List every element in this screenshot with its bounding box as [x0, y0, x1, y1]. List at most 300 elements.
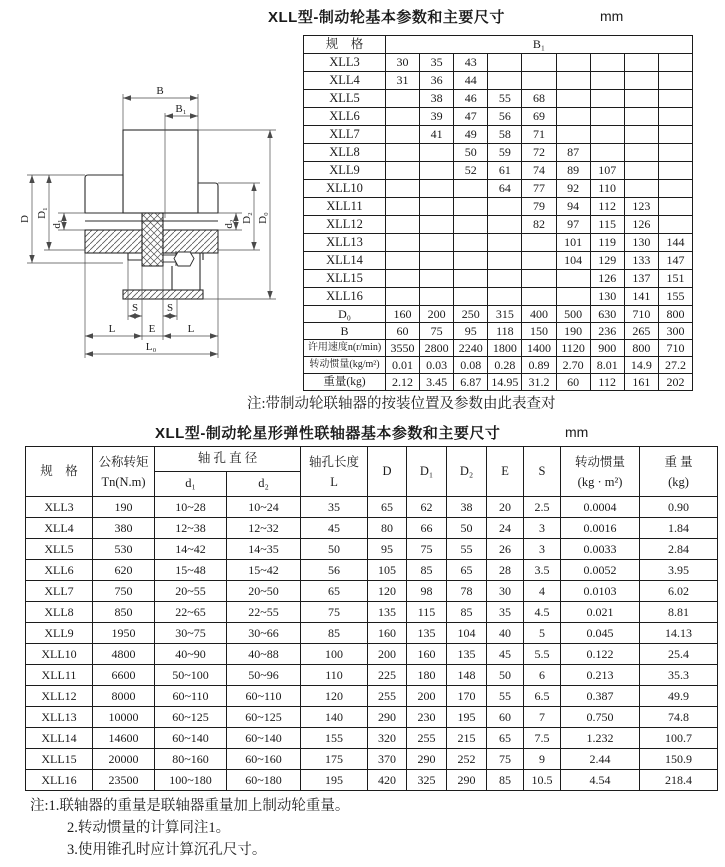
torque-cell: 620 — [93, 560, 155, 581]
value-cell: 75 — [420, 323, 454, 340]
b1-value-cell: 89 — [556, 162, 590, 180]
elastomer-spider — [142, 213, 163, 266]
b1-value-cell — [420, 162, 454, 180]
b1-value-cell — [522, 54, 556, 72]
D-cell: 420 — [368, 770, 407, 791]
weight-cell: 8.81 — [640, 602, 718, 623]
b1-value-cell — [590, 108, 624, 126]
b1-value-cell — [386, 234, 420, 252]
value-cell: 2.12 — [386, 374, 420, 391]
b1-value-cell: 92 — [556, 180, 590, 198]
b1-value-cell — [488, 216, 522, 234]
b1-value-cell: 43 — [454, 54, 488, 72]
value-cell: 800 — [658, 306, 692, 323]
E-cell: 28 — [487, 560, 524, 581]
b1-value-cell — [488, 252, 522, 270]
weight-cell: 25.4 — [640, 644, 718, 665]
b1-value-cell — [386, 270, 420, 288]
value-cell: 500 — [556, 306, 590, 323]
d1-range-cell: 30~75 — [155, 623, 227, 644]
bore-length-cell: 110 — [301, 665, 368, 686]
b1-value-cell: 69 — [522, 108, 556, 126]
col-header-d1: d₁ — [155, 472, 227, 497]
b1-value-cell — [420, 198, 454, 216]
value-cell: 118 — [488, 323, 522, 340]
b1-value-cell: 71 — [522, 126, 556, 144]
coupling-section-drawing — [0, 58, 302, 403]
S-cell: 7.5 — [524, 728, 561, 749]
bore-length-cell: 65 — [301, 581, 368, 602]
value-cell: 630 — [590, 306, 624, 323]
b1-value-cell — [488, 270, 522, 288]
b1-value-cell — [522, 270, 556, 288]
b1-value-cell — [624, 144, 658, 162]
value-cell: 161 — [624, 374, 658, 391]
inertia-cell: 0.122 — [561, 644, 640, 665]
table-row — [26, 770, 718, 791]
weight-cell: 49.9 — [640, 686, 718, 707]
b1-value-cell — [386, 198, 420, 216]
inertia-cell: 0.0004 — [561, 497, 640, 518]
table-row — [304, 90, 693, 108]
bore-length-cell: 75 — [301, 602, 368, 623]
b1-value-cell — [556, 72, 590, 90]
b1-value-cell: 137 — [624, 270, 658, 288]
S-cell: 5.5 — [524, 644, 561, 665]
d2-range-cell: 10~24 — [227, 497, 301, 518]
b1-value-cell: 141 — [624, 288, 658, 306]
value-cell: 200 — [420, 306, 454, 323]
table-row — [304, 198, 693, 216]
b1-value-cell — [420, 144, 454, 162]
value-cell: 60 — [556, 374, 590, 391]
value-cell: 2800 — [420, 340, 454, 357]
spec-cell: XLL10 — [26, 644, 93, 665]
coupling-table — [25, 446, 718, 791]
spec-cell: XLL16 — [304, 288, 386, 306]
b1-value-cell — [658, 198, 692, 216]
D1-cell: 62 — [407, 497, 447, 518]
value-cell: 160 — [386, 306, 420, 323]
b1-value-cell — [590, 144, 624, 162]
table-footer-row — [304, 357, 693, 374]
D2-cell: 215 — [447, 728, 487, 749]
hub-flange-left — [85, 175, 123, 213]
table-row — [304, 144, 693, 162]
D-cell: 290 — [368, 707, 407, 728]
spec-cell: XLL3 — [26, 497, 93, 518]
col-header-S: S — [524, 447, 561, 497]
table-footer-row — [304, 374, 693, 391]
b1-value-cell — [386, 162, 420, 180]
dim-label-l0: L₀ — [145, 341, 157, 353]
b1-value-cell: 130 — [590, 288, 624, 306]
table-row — [304, 216, 693, 234]
D2-cell: 78 — [447, 581, 487, 602]
spec-cell: XLL11 — [26, 665, 93, 686]
bore-length-cell: 100 — [301, 644, 368, 665]
value-cell: 14.9 — [624, 357, 658, 374]
bore-length-cell: 195 — [301, 770, 368, 791]
torque-cell: 4800 — [93, 644, 155, 665]
b1-value-cell: 31 — [386, 72, 420, 90]
D1-cell: 66 — [407, 518, 447, 539]
dim-label-b1: B₁ — [175, 103, 187, 115]
b1-value-cell — [420, 180, 454, 198]
d2-range-cell: 60~140 — [227, 728, 301, 749]
b1-value-cell — [658, 90, 692, 108]
D1-cell: 160 — [407, 644, 447, 665]
D2-cell: 135 — [447, 644, 487, 665]
inertia-cell: 0.0016 — [561, 518, 640, 539]
b1-value-cell: 39 — [420, 108, 454, 126]
b1-value-cell: 119 — [590, 234, 624, 252]
weight-cell: 35.3 — [640, 665, 718, 686]
b1-value-cell: 58 — [488, 126, 522, 144]
D1-cell: 200 — [407, 686, 447, 707]
table1-title: XLL型-制动轮基本参数和主要尺寸 — [268, 9, 505, 26]
spec-cell: XLL4 — [304, 72, 386, 90]
table-row — [26, 539, 718, 560]
b1-value-cell — [556, 108, 590, 126]
b1-value-cell — [658, 108, 692, 126]
D-cell: 370 — [368, 749, 407, 770]
spec-cell: XLL15 — [304, 270, 386, 288]
weight-cell: 150.9 — [640, 749, 718, 770]
b1-value-cell — [556, 126, 590, 144]
table-row — [26, 581, 718, 602]
weight-cell: 74.8 — [640, 707, 718, 728]
weight-column-header — [640, 447, 718, 497]
table-row — [26, 602, 718, 623]
value-cell: 710 — [624, 306, 658, 323]
torque-cell: 850 — [93, 602, 155, 623]
E-cell: 40 — [487, 623, 524, 644]
value-cell: 31.2 — [522, 374, 556, 391]
weight-header-line1: 重 量 — [664, 454, 693, 469]
inertia-cell: 4.54 — [561, 770, 640, 791]
table1-unit: mm — [600, 8, 624, 24]
S-cell: 6 — [524, 665, 561, 686]
D1-cell: 325 — [407, 770, 447, 791]
bore-length-cell: 45 — [301, 518, 368, 539]
table-footer-row — [304, 340, 693, 357]
b1-value-cell: 107 — [590, 162, 624, 180]
table2-title: XLL型-制动轮星形弹性联轴器基本参数和主要尺寸 — [155, 425, 501, 442]
S-cell: 6.5 — [524, 686, 561, 707]
b1-value-cell — [522, 252, 556, 270]
dim-label-e: E — [148, 323, 156, 335]
spec-cell: XLL16 — [26, 770, 93, 791]
S-cell: 3 — [524, 518, 561, 539]
D1-cell: 85 — [407, 560, 447, 581]
hub-flange-right — [198, 183, 218, 213]
b1-value-cell — [386, 108, 420, 126]
value-cell: 60 — [386, 323, 420, 340]
table-row — [26, 686, 718, 707]
b1-value-cell — [454, 252, 488, 270]
torque-cell: 8000 — [93, 686, 155, 707]
hub-section-left — [85, 230, 142, 253]
b1-value-cell — [420, 288, 454, 306]
bore-length-cell: 35 — [301, 497, 368, 518]
col-header-D2: D₂ — [447, 447, 487, 497]
b1-value-cell — [386, 144, 420, 162]
b1-value-cell — [454, 198, 488, 216]
D1-cell: 180 — [407, 665, 447, 686]
inertia-header-line2: (kg · m²) — [577, 474, 623, 489]
table-row — [304, 108, 693, 126]
b1-value-cell — [624, 126, 658, 144]
D2-cell: 195 — [447, 707, 487, 728]
E-cell: 20 — [487, 497, 524, 518]
torque-cell: 10000 — [93, 707, 155, 728]
b1-value-cell — [386, 126, 420, 144]
torque-cell: 14600 — [93, 728, 155, 749]
brake-wheel-outline — [123, 130, 198, 213]
bore-length-line2: L — [330, 474, 338, 489]
b1-value-cell — [624, 180, 658, 198]
b1-value-cell — [454, 234, 488, 252]
b1-value-cell: 110 — [590, 180, 624, 198]
dim-label-d-cap: D — [19, 215, 31, 223]
table-row — [26, 707, 718, 728]
b1-value-cell — [658, 144, 692, 162]
D-cell: 160 — [368, 623, 407, 644]
d1-range-cell: 10~28 — [155, 497, 227, 518]
b1-value-cell — [556, 288, 590, 306]
b1-value-cell — [420, 216, 454, 234]
table-footer-row — [304, 306, 693, 323]
value-cell: 95 — [454, 323, 488, 340]
d1-range-cell: 15~48 — [155, 560, 227, 581]
b1-value-cell — [386, 252, 420, 270]
value-cell: 710 — [658, 340, 692, 357]
weight-cell: 1.84 — [640, 518, 718, 539]
D2-cell: 85 — [447, 602, 487, 623]
footnote-2: 2.转动惯量的计算同注1。 — [67, 820, 231, 836]
E-cell: 85 — [487, 770, 524, 791]
D-cell: 95 — [368, 539, 407, 560]
torque-cell: 190 — [93, 497, 155, 518]
b1-value-cell — [624, 108, 658, 126]
b1-value-cell — [522, 288, 556, 306]
d2-range-cell: 22~55 — [227, 602, 301, 623]
value-cell: 315 — [488, 306, 522, 323]
b1-value-cell: 123 — [624, 198, 658, 216]
D2-cell: 104 — [447, 623, 487, 644]
inertia-column-header — [561, 447, 640, 497]
b1-value-cell: 30 — [386, 54, 420, 72]
b1-value-cell — [658, 180, 692, 198]
D-cell: 135 — [368, 602, 407, 623]
weight-header-line2: (kg) — [668, 474, 689, 489]
dim-label-d2-cap: D₂ — [241, 212, 253, 224]
bore-length-cell: 85 — [301, 623, 368, 644]
d2-range-cell: 30~66 — [227, 623, 301, 644]
dim-label-l-left: L — [108, 323, 116, 335]
b1-value-cell — [454, 216, 488, 234]
table-row — [304, 270, 693, 288]
value-cell: 150 — [522, 323, 556, 340]
b1-value-cell — [658, 216, 692, 234]
S-cell: 3 — [524, 539, 561, 560]
b1-value-cell — [386, 288, 420, 306]
E-cell: 65 — [487, 728, 524, 749]
value-cell: 27.2 — [658, 357, 692, 374]
d1-range-cell: 60~125 — [155, 707, 227, 728]
D-cell: 80 — [368, 518, 407, 539]
D2-cell: 38 — [447, 497, 487, 518]
value-cell: 112 — [590, 374, 624, 391]
spec-cell: XLL13 — [26, 707, 93, 728]
b1-value-cell — [624, 162, 658, 180]
D-cell: 200 — [368, 644, 407, 665]
d1-range-cell: 20~55 — [155, 581, 227, 602]
value-cell: 250 — [454, 306, 488, 323]
d2-range-cell: 20~50 — [227, 581, 301, 602]
bore-length-header — [301, 447, 368, 497]
b1-value-cell — [556, 270, 590, 288]
bore-length-cell: 175 — [301, 749, 368, 770]
table-row — [304, 234, 693, 252]
table-footer-row — [304, 323, 693, 340]
spec-cell: XLL15 — [26, 749, 93, 770]
spec-cell: XLL13 — [304, 234, 386, 252]
d1-range-cell: 12~38 — [155, 518, 227, 539]
table-row — [304, 162, 693, 180]
d1-range-cell: 60~140 — [155, 728, 227, 749]
spec-cell: XLL6 — [26, 560, 93, 581]
b1-value-cell — [386, 180, 420, 198]
b1-value-cell: 79 — [522, 198, 556, 216]
b1-value-cell: 130 — [624, 234, 658, 252]
b1-value-cell — [658, 162, 692, 180]
d2-range-cell: 50~96 — [227, 665, 301, 686]
D2-cell: 50 — [447, 518, 487, 539]
b1-value-cell: 112 — [590, 198, 624, 216]
bore-diameter-header: 轴 孔 直 径 — [155, 447, 301, 472]
d1-range-cell: 100~180 — [155, 770, 227, 791]
b1-value-cell — [658, 72, 692, 90]
value-cell: 0.03 — [420, 357, 454, 374]
b1-value-cell — [590, 54, 624, 72]
table-row — [304, 180, 693, 198]
D1-cell: 135 — [407, 623, 447, 644]
b1-value-cell: 41 — [420, 126, 454, 144]
value-cell: 300 — [658, 323, 692, 340]
table-header-row — [304, 36, 693, 54]
hub-section-right — [163, 230, 218, 253]
inertia-header-line1: 转动惯量 — [575, 454, 626, 469]
b1-value-cell — [454, 270, 488, 288]
d2-range-cell: 15~42 — [227, 560, 301, 581]
value-cell: 1120 — [556, 340, 590, 357]
torque-cell: 6600 — [93, 665, 155, 686]
torque-header-line2: Tn(N.m) — [101, 474, 146, 489]
S-cell: 4 — [524, 581, 561, 602]
spec-cell: XLL5 — [26, 539, 93, 560]
col-header-E: E — [487, 447, 524, 497]
value-cell: 265 — [624, 323, 658, 340]
b1-value-cell: 133 — [624, 252, 658, 270]
D2-cell: 290 — [447, 770, 487, 791]
spec-column-header: 规 格 — [304, 36, 386, 54]
torque-cell: 1950 — [93, 623, 155, 644]
value-cell: 800 — [624, 340, 658, 357]
value-cell: 400 — [522, 306, 556, 323]
table-row — [26, 518, 718, 539]
D1-cell: 255 — [407, 728, 447, 749]
b1-value-cell — [454, 288, 488, 306]
b1-value-cell: 52 — [454, 162, 488, 180]
D1-cell: 290 — [407, 749, 447, 770]
spec-cell: XLL14 — [304, 252, 386, 270]
spec-cell: XLL8 — [26, 602, 93, 623]
spec-cell: XLL11 — [304, 198, 386, 216]
E-cell: 45 — [487, 644, 524, 665]
brake-wheel-table — [303, 35, 693, 391]
D1-cell: 98 — [407, 581, 447, 602]
torque-header-line1: 公称转矩 — [98, 454, 149, 469]
b1-value-cell: 47 — [454, 108, 488, 126]
table-row — [26, 728, 718, 749]
S-cell: 9 — [524, 749, 561, 770]
b1-value-cell — [488, 288, 522, 306]
D1-cell: 115 — [407, 602, 447, 623]
S-cell: 5 — [524, 623, 561, 644]
inertia-cell: 1.232 — [561, 728, 640, 749]
E-cell: 30 — [487, 581, 524, 602]
bore-length-line1: 轴孔长度 — [309, 454, 360, 469]
D2-cell: 148 — [447, 665, 487, 686]
hub-step-right — [203, 253, 218, 260]
hub-step-left — [85, 253, 142, 260]
spec-cell: XLL4 — [26, 518, 93, 539]
b1-value-cell — [556, 54, 590, 72]
weight-cell: 100.7 — [640, 728, 718, 749]
dim-label-d2: d₂ — [223, 219, 235, 229]
footnote-3: 3.使用锥孔时应计算沉孔尺寸。 — [67, 842, 267, 858]
bore-length-cell: 140 — [301, 707, 368, 728]
value-cell: 8.01 — [590, 357, 624, 374]
table-row — [26, 560, 718, 581]
b1-value-cell: 50 — [454, 144, 488, 162]
inertia-cell: 0.750 — [561, 707, 640, 728]
spec-cell: XLL14 — [26, 728, 93, 749]
D2-cell: 65 — [447, 560, 487, 581]
row-label-cell: 重量(kg) — [304, 374, 386, 391]
b1-value-cell — [658, 126, 692, 144]
b1-value-cell: 126 — [590, 270, 624, 288]
dim-label-s-right: S — [166, 302, 174, 314]
D-cell: 255 — [368, 686, 407, 707]
table-row — [26, 665, 718, 686]
spec-cell: XLL12 — [26, 686, 93, 707]
b1-column-header: B₁ — [386, 36, 693, 54]
b1-value-cell — [488, 198, 522, 216]
col-header-d2: d₂ — [227, 472, 301, 497]
dim-label-b: B — [156, 85, 164, 97]
b1-value-cell: 104 — [556, 252, 590, 270]
b1-value-cell — [488, 72, 522, 90]
row-label-cell: D₀ — [304, 306, 386, 323]
torque-cell: 380 — [93, 518, 155, 539]
dim-label-d1-cap: D₁ — [36, 207, 48, 219]
weight-cell: 218.4 — [640, 770, 718, 791]
D2-cell: 252 — [447, 749, 487, 770]
footnote-1: 注:1.联轴器的重量是联轴器重量加上制动轮重量。 — [30, 798, 350, 814]
